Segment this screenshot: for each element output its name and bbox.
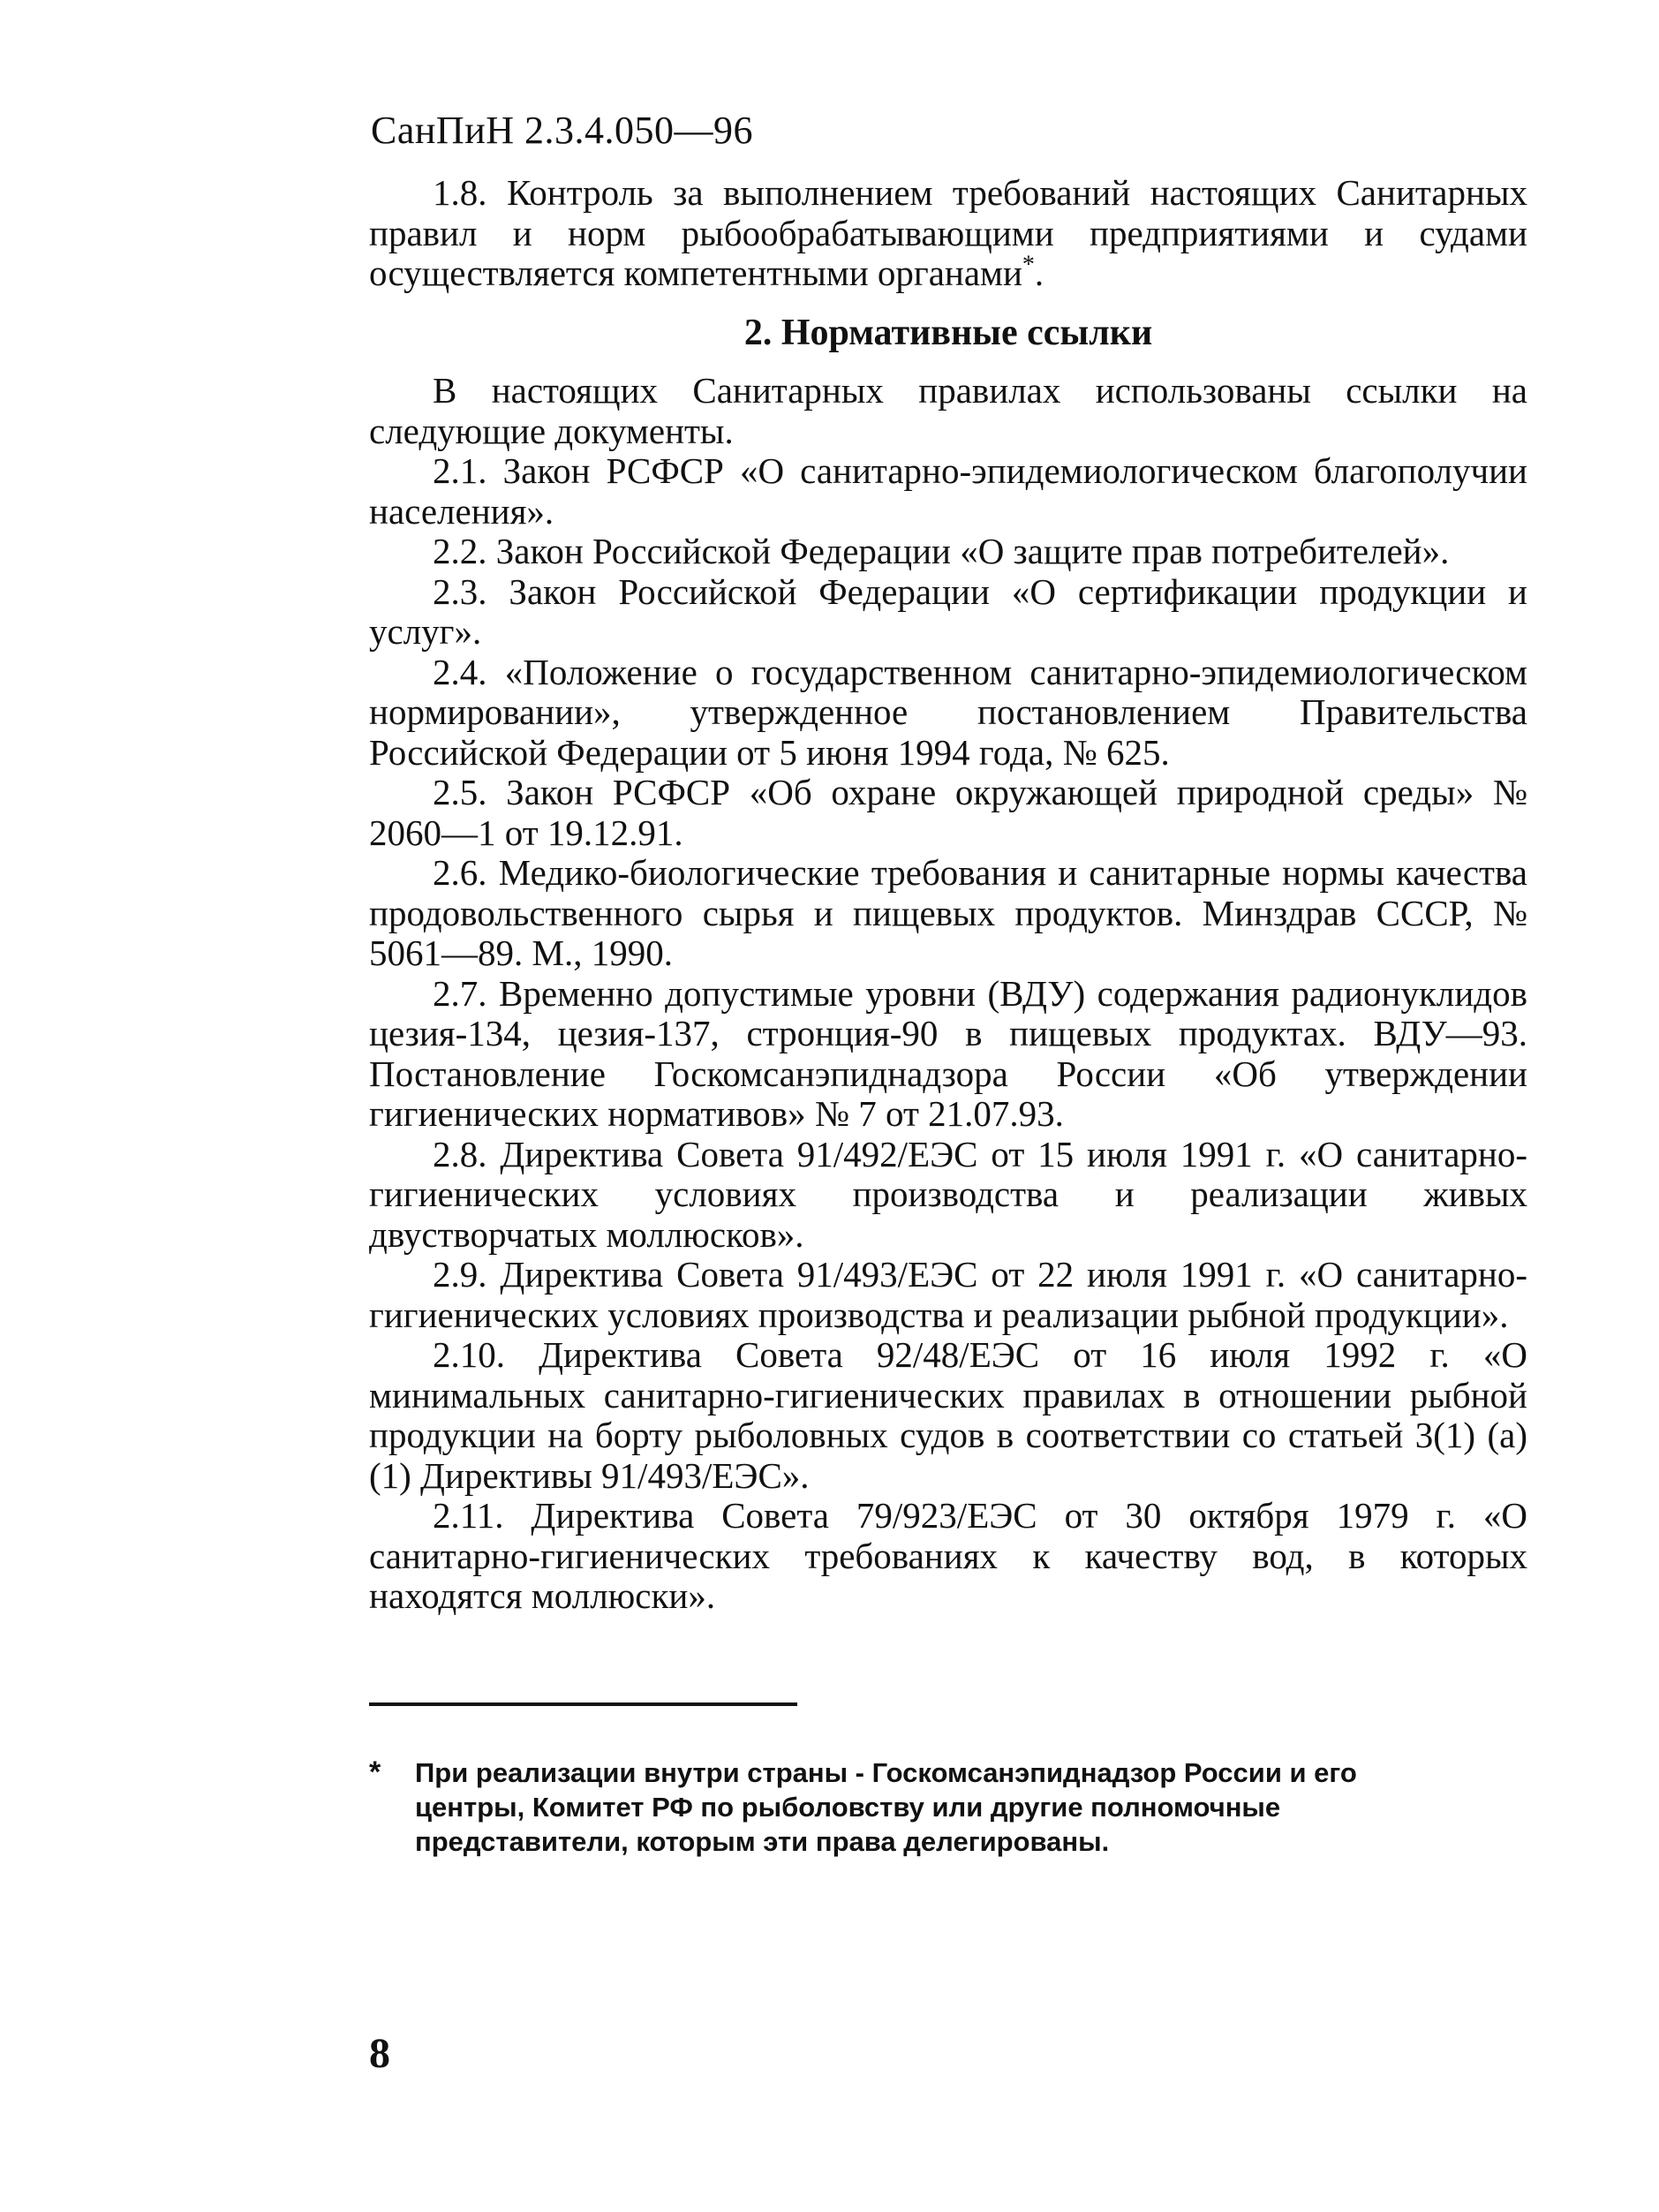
reference-item: 2.5. Закон РСФСР «Об охране окружающей природной среды» № 2060—1 от 19.12.91. bbox=[369, 772, 1527, 853]
reference-item: 2.6. Медико-биологические требования и санитарные нормы качества продовольственного сырья и пищевых продуктов. Минздрав СССР, № 5061—89. М., 1990. bbox=[369, 852, 1527, 973]
intro-section bbox=[369, 173, 1527, 294]
paragraph-1-8 bbox=[369, 173, 1527, 294]
footnote bbox=[369, 1755, 1527, 1859]
references-lead: В настоящих Санитарных правилах использованы ссылки на следующие документы. bbox=[369, 370, 1527, 451]
footnote-text: При реализации внутри страны - Госкомсанэпиднадзор России и его центры, Комитет РФ по рыболовству или другие полномочные представители, которым эти права делегированы. bbox=[415, 1757, 1357, 1857]
reference-item: 2.11. Директива Совета 79/923/ЕЭС от 30 октября 1979 г. «О санитарно-гигиенических требованиях к качеству вод, в которых находятся моллюски». bbox=[369, 1495, 1527, 1616]
reference-item: 2.3. Закон Российской Федерации «О сертификации продукции и услуг». bbox=[369, 570, 1527, 652]
reference-item: 2.9. Директива Совета 91/493/ЕЭС от 22 июля 1991 г. «О санитарно-гигиенических условиях производства и реализации рыбной продукции». bbox=[369, 1254, 1527, 1335]
reference-item: 2.4. «Положение о государственном санитарно-эпидемиологическом нормировании», утвержденное постановлением Правительства Российской Федерации от 5 июня 1994 года, № 625. bbox=[369, 651, 1527, 773]
reference-item: 2.8. Директива Совета 91/492/ЕЭС от 15 июля 1991 г. «О санитарно-гигиенических условиях производства и реализации живых двустворчатых моллюсков». bbox=[369, 1133, 1527, 1255]
paragraph-1-8-text: 1.8. Контроль за выполнением требований настоящих Санитарных правил и норм рыбообрабатывающими предприятиями и судами осуществляется компетентными органами bbox=[369, 172, 1527, 293]
reference-item: 2.2. Закон Российской Федерации «О защите прав потребителей». bbox=[433, 531, 1450, 571]
references-list bbox=[369, 371, 1527, 1617]
footnote-separator bbox=[369, 1702, 797, 1706]
reference-item: 2.1. Закон РСФСР «О санитарно-эпидемиологическом благополучии населения». bbox=[369, 450, 1527, 532]
footnote-marker: * bbox=[369, 1755, 381, 1789]
reference-item: 2.10. Директива Совета 92/48/ЕЭС от 16 июля 1992 г. «О минимальных санитарно-гигиенических правилах в отношении рыбной продукции на борту рыболовных судов в соответствии со статьей 3(1) (а) (1) Директивы 91/493/ЕЭС». bbox=[369, 1334, 1527, 1496]
reference-item: 2.7. Временно допустимые уровни (ВДУ) содержания радионуклидов цезия-134, цезия-137, стронция-90 в пищевых продуктах. ВДУ—93. Постановление Госкомсанэпиднадзора России «Об утверждении гигиенических нормативов» № 7 от 21.07.93. bbox=[369, 972, 1527, 1134]
footnote-reference[interactable]: * bbox=[1022, 251, 1035, 279]
page-number: 8 bbox=[369, 2030, 390, 2077]
paragraph-1-8-period: . bbox=[1034, 253, 1044, 293]
document-code: СанПиН 2.3.4.050—96 bbox=[371, 109, 754, 152]
section-title: 2. Нормативные ссылки bbox=[743, 313, 1153, 353]
